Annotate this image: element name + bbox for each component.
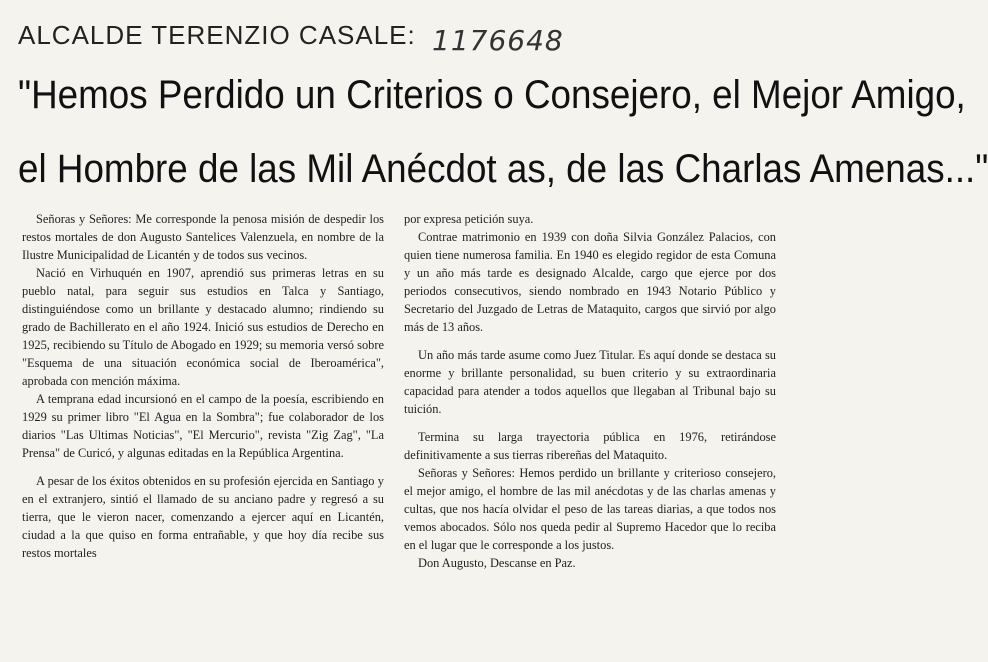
paragraph: Termina su larga trayectoria pública en 1976, retirándose definitivamente a sus tierras ribereñas del Mataquito. bbox=[404, 430, 776, 462]
handwritten-number: 1176648 bbox=[432, 24, 564, 57]
kicker: ALCALDE TERENZIO CASALE: bbox=[18, 20, 416, 50]
paragraph: por expresa petición suya. bbox=[404, 212, 534, 226]
paragraph: Un año más tarde asume como Juez Titular. Es aquí donde se destaca su enorme y brillante personalidad, su buen criterio y su extraordinaria capacidad para atender a todos aquellos que llegaban al Tribunal bajo su tuición. bbox=[404, 348, 776, 416]
headline-line-2: el Hombre de las Mil Anécdot as, de las Charlas Amenas..." bbox=[18, 147, 988, 191]
paragraph: Señoras y Señores: Hemos perdido un brillante y criterioso consejero, el mejor amigo, el hombre de las mil anécdotas y de las charlas amenas y cultas, que nos hacía olvidar el peso de las tareas diarias, a que todos nos vemos abocados. Sólo nos queda pedir al Supremo Hacedor que lo reciba en el lugar que le corresponde a los justos. bbox=[404, 466, 776, 552]
sign-off: Don Augusto, Descanse en Paz. bbox=[418, 556, 576, 570]
paragraph: Contrae matrimonio en 1939 con doña Silvia González Palacios, con quien tiene numerosa familia. En 1940 es elegido regidor de esta Comuna y un año más tarde es designado Alcalde, cargo que ejerce por dos periodos consecutivos, siendo nombrado en 1943 Notario Público y Secretario del Juzgado de Letras de Mataquito, cargos que sirvió por algo más de 13 años. bbox=[404, 230, 776, 334]
paragraph: Señoras y Señores: Me corresponde la penosa misión de despedir los restos mortales de don Augusto Santelices Valenzuela, en nombre de la Ilustre Municipalidad de Licantén y de todos sus vecinos. bbox=[22, 212, 384, 262]
paragraph: A temprana edad incursionó en el campo de la poesía, escribiendo en 1929 su primer libro "El Agua en la Sombra"; fue colaborador de los diarios "Las Ultimas Noticias", "El Mercurio", revista "Zig Zag", "La Prensa" de Curicó, y algunas editadas en la República Argentina. bbox=[22, 392, 384, 460]
headline-line-1: "Hemos Perdido un Criterios o Consejero, el Mejor Amigo, bbox=[18, 73, 966, 117]
left-column bbox=[22, 210, 384, 562]
right-column bbox=[404, 210, 776, 572]
paragraph: A pesar de los éxitos obtenidos en su profesión ejercida en Santiago y en el extranjero, sintió el llamado de su anciano padre y regresó a su tierra, que le vieron nacer, comenzando a ejercer aquí en Licantén, ciudad a la que quiso en forma entrañable, y que hoy día recibe sus restos mortales bbox=[22, 474, 384, 560]
paragraph: Nació en Virhuquén en 1907, aprendió sus primeras letras en su pueblo natal, para seguir sus estudios en Talca y Santiago, distinguiéndose como un brillante y destacado alumno; rindiendo su grado de Bachillerato en el año 1924. Inició sus estudios de Derecho en 1925, recibiendo su Título de Abogado en 1929; su memoria versó sobre "Esquema de una situación económica social de Iberoamérica", aprobada con mención máxima. bbox=[22, 266, 384, 388]
